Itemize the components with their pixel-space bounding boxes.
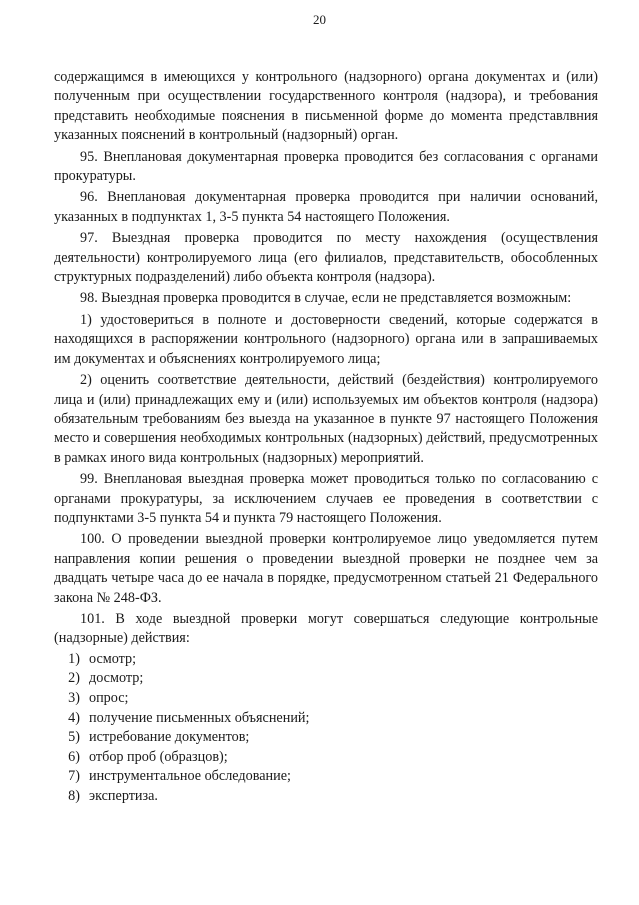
paragraph-101: 101. В ходе выездной проверки могут совершаться следующие контрольные (надзорные) действия: xyxy=(54,610,598,647)
document-body xyxy=(54,68,598,807)
list-item xyxy=(54,787,598,807)
list-item-number: 3) xyxy=(68,689,80,706)
paragraph-98: 98. Выездная проверка проводится в случае, если не представляется возможным: xyxy=(80,290,572,307)
paragraph-95: 95. Внеплановая документарная проверка проводится без согласования с органами прокуратуры. xyxy=(54,148,598,185)
list-item-number: 7) xyxy=(68,768,80,785)
list-item-number: 6) xyxy=(68,748,80,765)
list-item-text: экспертиза. xyxy=(89,787,158,804)
paragraph-96: 96. Внеплановая документарная проверка проводится при наличии оснований, указанных в подпунктах 1, 3-5 пункта 54 настоящего Положения. xyxy=(54,189,598,225)
list-item-text: досмотр; xyxy=(89,670,144,687)
list-item-text: истребование документов; xyxy=(89,729,250,746)
list-item xyxy=(54,728,598,748)
list-item xyxy=(54,650,598,670)
list-item-text: осмотр; xyxy=(89,650,137,667)
paragraph-98-item-1: 1) удостовериться в полноте и достоверности сведений, которые содержатся в находящихся в распоряжении контрольного (надзорного) органа или в запрашиваемых им документах и объяснениях контролируемого лица; xyxy=(54,311,598,367)
list-item xyxy=(54,709,598,729)
paragraph-99: 99. Внеплановая выездная проверка может проводиться только по согласованию с органами прокуратуры, за исключением случаев ее проведения в соответствии с подпунктами 3-5 пункта 54 и пункта 79 настоящего Положения. xyxy=(54,471,598,526)
list-item-number: 5) xyxy=(68,729,80,746)
page-number: 20 xyxy=(313,12,326,27)
paragraph-continuation: содержащимся в имеющихся у контрольного (надзорного) органа документах и (или) полученным при осуществлении государственного контроля (надзора), и требования представить необходимые пояснения в письменной форме до момента представлвния указанных пояснений в контрольный (надзорный) орган. xyxy=(54,69,598,144)
paragraph-98-item-2: 2) оценить соответствие деятельности, действий (бездействия) контролируемого лица и (или) принадлежащих ему и (или) используемых им объектов контроля (надзора) обязательным требованиям без выезда на указанное в пункте 97 настоящего Положения место и совершения необходимых контрольных (надзорных) действий, предусмотренных в рамках иного вида контрольных (надзорных) мероприятий. xyxy=(54,372,598,466)
list-item-text: получение письменных объяснений; xyxy=(89,709,310,726)
list-item xyxy=(54,767,598,787)
list-item xyxy=(54,748,598,768)
list-item-number: 8) xyxy=(68,787,80,804)
list-item-text: отбор проб (образцов); xyxy=(89,748,228,765)
list-item-number: 4) xyxy=(68,709,80,726)
list-item-number: 2) xyxy=(68,670,80,687)
list-item-text: инструментальное обследование; xyxy=(89,768,291,785)
paragraph-97: 97. Выездная проверка проводится по месту нахождения (осуществления деятельности) контролируемого лица (его филиалов, представительств, обособленных структурных подразделений) либо объекта контроля (надзора). xyxy=(54,230,598,286)
paragraph-100: 100. О проведении выездной проверки контролируемое лицо уведомляется путем направления копии решения о проведении выездной проверки не позднее чем за двадцать четыре часа до ее начала в порядке, предусмотренном статьей 21 Федерального закона № 248-ФЗ. xyxy=(54,531,598,606)
actions-list xyxy=(54,650,598,807)
list-item xyxy=(54,689,598,709)
list-item-text: опрос; xyxy=(89,689,129,706)
list-item-number: 1) xyxy=(68,650,80,667)
list-item xyxy=(54,669,598,689)
